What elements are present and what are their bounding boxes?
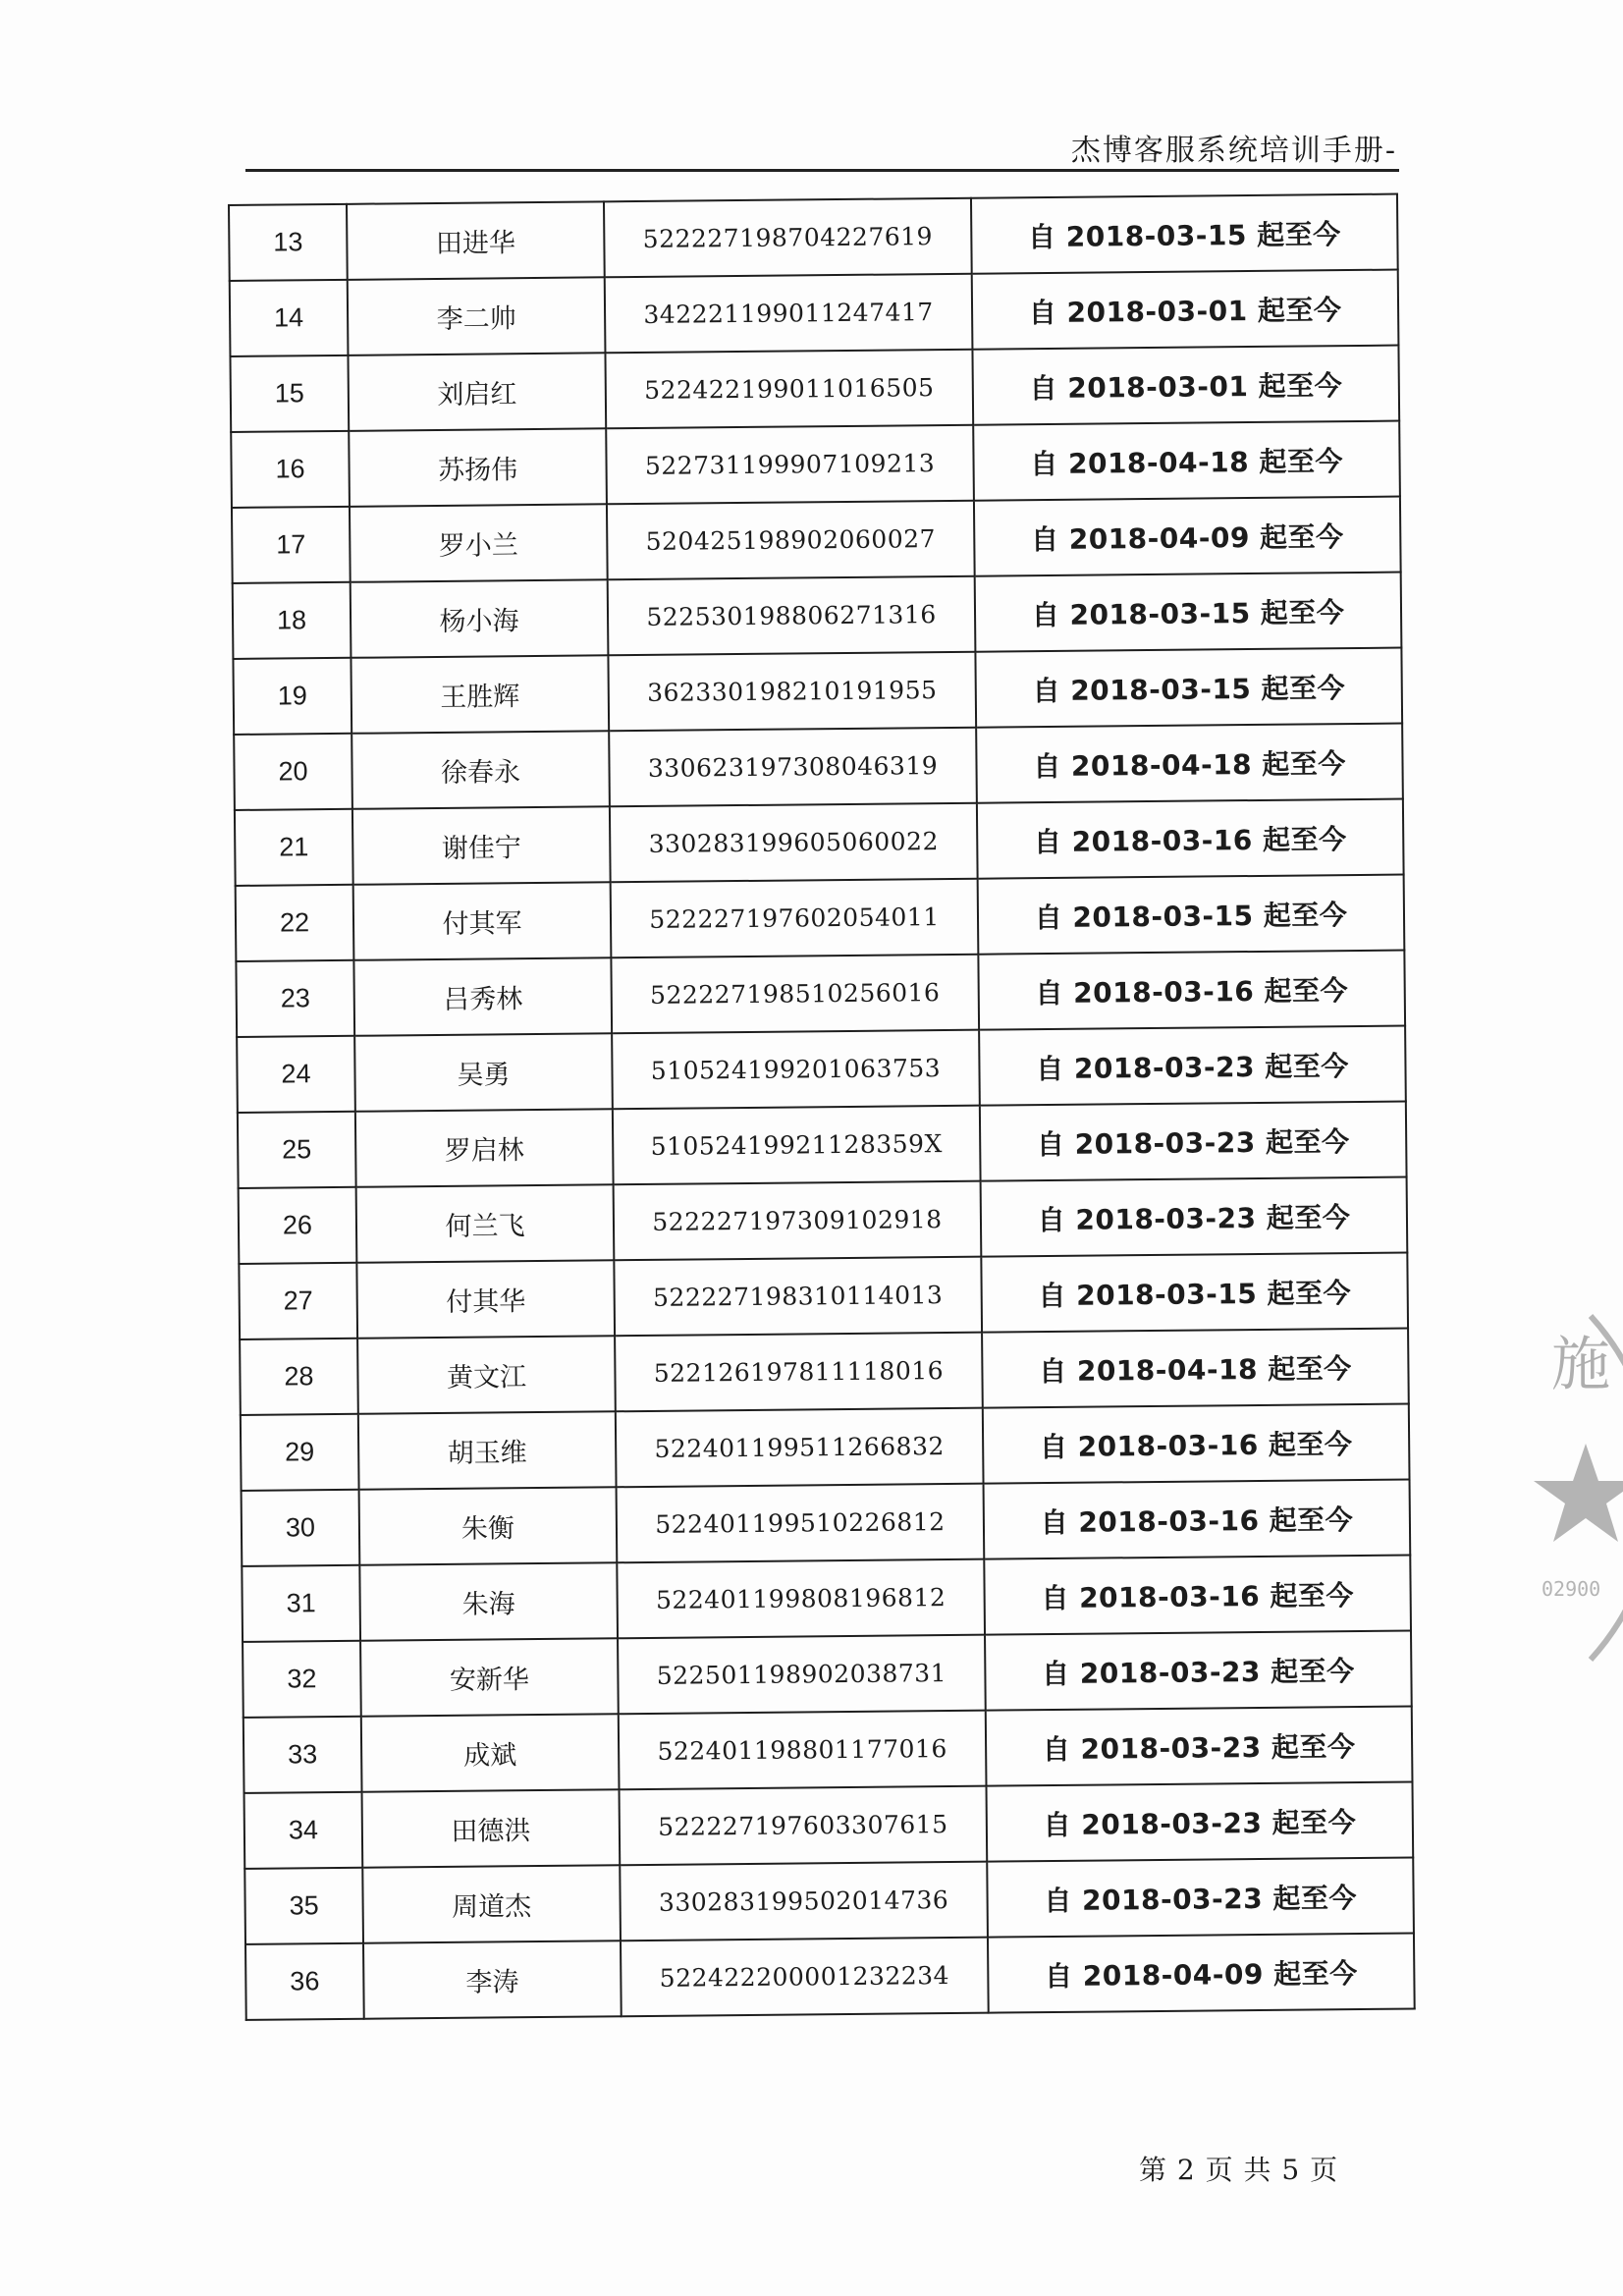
service-period-cell: 自 2018-03-23 起至今 (986, 1706, 1413, 1785)
table-row (244, 1857, 1414, 1943)
staff-table (228, 193, 1416, 2021)
id-number-cell: 522126197811118016 (615, 1333, 983, 1412)
id-number-cell: 522227198704227619 (604, 198, 972, 278)
id-number-cell: 522227198310114013 (614, 1257, 982, 1337)
service-period-cell: 自 2018-03-15 起至今 (978, 875, 1405, 955)
row-number-cell: 32 (243, 1641, 361, 1718)
id-number-cell: 330283199502014736 (620, 1862, 988, 1941)
row-number-cell: 22 (236, 885, 354, 961)
service-period-cell: 自 2018-03-23 起至今 (985, 1631, 1412, 1711)
row-number-cell: 20 (234, 734, 352, 810)
service-period-cell: 自 2018-03-16 起至今 (977, 799, 1404, 879)
service-period-cell: 自 2018-03-01 起至今 (972, 270, 1399, 350)
table-row (238, 1102, 1407, 1188)
employee-name-cell: 吴勇 (354, 1033, 613, 1112)
employee-name-cell: 谢佳宁 (352, 806, 611, 885)
staff-table-body (229, 194, 1415, 2020)
service-period-cell: 自 2018-03-15 起至今 (975, 573, 1402, 652)
staff-table-container (228, 193, 1414, 2021)
id-number-cell: 510524199201063753 (612, 1030, 980, 1110)
id-number-cell: 51052419921128359X (613, 1106, 981, 1185)
table-row (233, 648, 1402, 735)
table-row (240, 1329, 1409, 1415)
table-row (236, 951, 1405, 1037)
row-number-cell: 23 (236, 960, 354, 1037)
service-period-cell: 自 2018-04-09 起至今 (974, 497, 1401, 576)
table-row (232, 497, 1401, 583)
header-rule (245, 169, 1399, 172)
row-number-cell: 34 (244, 1792, 363, 1869)
table-row (244, 1781, 1414, 1868)
employee-name-cell: 黄文江 (357, 1336, 616, 1414)
row-number-cell: 31 (242, 1565, 360, 1642)
service-period-cell: 自 2018-03-23 起至今 (987, 1857, 1414, 1937)
table-row (243, 1631, 1412, 1718)
table-row (230, 270, 1399, 356)
id-number-cell: 522731199907109213 (606, 425, 974, 505)
table-row (242, 1480, 1411, 1566)
row-number-cell: 18 (233, 582, 352, 659)
id-number-cell: 522401199510226812 (617, 1484, 985, 1563)
table-row (239, 1177, 1408, 1264)
service-period-cell: 自 2018-03-16 起至今 (984, 1480, 1411, 1559)
id-number-cell: 342221199011247417 (605, 274, 973, 354)
service-period-cell: 自 2018-03-23 起至今 (980, 1102, 1407, 1181)
id-number-cell: 522401199511266832 (616, 1408, 984, 1488)
table-row (243, 1706, 1413, 1792)
id-number-cell: 522530198806271316 (608, 576, 976, 656)
employee-name-cell: 田进华 (347, 201, 605, 280)
employee-name-cell: 罗启林 (355, 1109, 614, 1187)
table-row (234, 724, 1403, 810)
row-number-cell: 25 (238, 1112, 356, 1188)
employee-name-cell: 何兰飞 (356, 1184, 615, 1263)
table-row (245, 1933, 1415, 2019)
row-number-cell: 16 (231, 431, 350, 508)
id-number-cell: 522227197602054011 (611, 879, 979, 958)
service-period-cell: 自 2018-03-23 起至今 (981, 1177, 1408, 1257)
page-header-title: 杰博客服系统培训手册- (1070, 134, 1397, 168)
id-number-cell: 330283199605060022 (610, 803, 978, 883)
employee-name-cell: 李二帅 (348, 277, 606, 355)
id-number-cell: 522227198510256016 (611, 955, 979, 1034)
employee-name-cell: 罗小兰 (350, 504, 608, 582)
service-period-cell: 自 2018-03-15 起至今 (981, 1253, 1408, 1333)
row-number-cell: 29 (241, 1414, 359, 1491)
row-number-cell: 21 (235, 809, 353, 886)
row-number-cell: 17 (232, 507, 351, 583)
id-number-cell: 330623197308046319 (609, 728, 977, 807)
row-number-cell: 36 (245, 1943, 364, 2020)
row-number-cell: 35 (244, 1868, 363, 1944)
row-number-cell: 14 (230, 280, 349, 356)
id-number-cell: 362330198210191955 (608, 652, 976, 732)
table-row (239, 1253, 1408, 1339)
row-number-cell: 30 (242, 1490, 360, 1566)
employee-name-cell: 周道杰 (362, 1865, 621, 1943)
seal-number: 02900 (1542, 1577, 1601, 1601)
employee-name-cell: 杨小海 (351, 579, 609, 658)
service-period-cell: 自 2018-03-16 起至今 (978, 951, 1405, 1030)
service-period-cell: 自 2018-04-18 起至今 (976, 724, 1403, 803)
service-period-cell: 自 2018-04-18 起至今 (982, 1329, 1409, 1408)
row-number-cell: 19 (233, 658, 352, 735)
employee-name-cell: 付其华 (356, 1260, 615, 1339)
id-number-cell: 522227197603307615 (620, 1786, 988, 1866)
service-period-cell: 自 2018-03-16 起至今 (983, 1404, 1410, 1484)
table-row (233, 573, 1402, 659)
service-period-cell: 自 2018-04-09 起至今 (988, 1933, 1415, 2012)
service-period-cell: 自 2018-03-23 起至今 (979, 1026, 1406, 1106)
service-period-cell: 自 2018-03-23 起至今 (986, 1781, 1413, 1861)
official-seal-stamp (1532, 1306, 1623, 1669)
employee-name-cell: 胡玉维 (358, 1411, 617, 1490)
service-period-cell: 自 2018-03-15 起至今 (975, 648, 1402, 728)
table-row (230, 346, 1399, 432)
page-number: 第 2 页 共 5 页 (1139, 2154, 1339, 2186)
row-number-cell: 27 (239, 1263, 357, 1339)
employee-name-cell: 刘启红 (348, 353, 606, 431)
employee-name-cell: 王胜辉 (351, 655, 609, 734)
service-period-cell: 自 2018-04-18 起至今 (973, 421, 1400, 501)
table-row (237, 1026, 1406, 1113)
employee-name-cell: 朱海 (359, 1562, 618, 1641)
employee-name-cell: 徐春永 (352, 731, 610, 809)
row-number-cell: 24 (237, 1036, 355, 1113)
table-row (236, 875, 1405, 961)
employee-name-cell: 付其军 (353, 882, 612, 960)
table-row (235, 799, 1404, 886)
id-number-cell: 522422200001232234 (621, 1938, 989, 2017)
service-period-cell: 自 2018-03-15 起至今 (971, 194, 1398, 274)
row-number-cell: 26 (239, 1187, 357, 1264)
employee-name-cell: 朱衡 (359, 1487, 618, 1565)
employee-name-cell: 苏扬伟 (349, 428, 607, 507)
table-row (241, 1404, 1410, 1491)
service-period-cell: 自 2018-03-16 起至今 (984, 1556, 1411, 1635)
id-number-cell: 522401199808196812 (617, 1559, 985, 1639)
id-number-cell: 522422199011016505 (605, 350, 973, 429)
employee-name-cell: 吕秀林 (353, 957, 612, 1036)
id-number-cell: 522401198801177016 (619, 1711, 987, 1790)
table-row (229, 194, 1398, 281)
employee-name-cell: 安新华 (360, 1638, 619, 1717)
employee-name-cell: 李涛 (363, 1941, 622, 2019)
id-number-cell: 522227197309102918 (614, 1181, 982, 1261)
employee-name-cell: 成斌 (361, 1714, 620, 1792)
row-number-cell: 13 (229, 204, 348, 281)
row-number-cell: 33 (243, 1717, 362, 1793)
service-period-cell: 自 2018-03-01 起至今 (972, 346, 1399, 425)
employee-name-cell: 田德洪 (362, 1789, 621, 1868)
seal-glyph: 施 (1551, 1331, 1610, 1399)
row-number-cell: 28 (240, 1339, 358, 1415)
id-number-cell: 522501198902038731 (618, 1635, 986, 1715)
id-number-cell: 520425198902060027 (607, 501, 975, 580)
table-row (231, 421, 1400, 508)
table-row (242, 1556, 1411, 1642)
row-number-cell: 15 (230, 355, 349, 432)
